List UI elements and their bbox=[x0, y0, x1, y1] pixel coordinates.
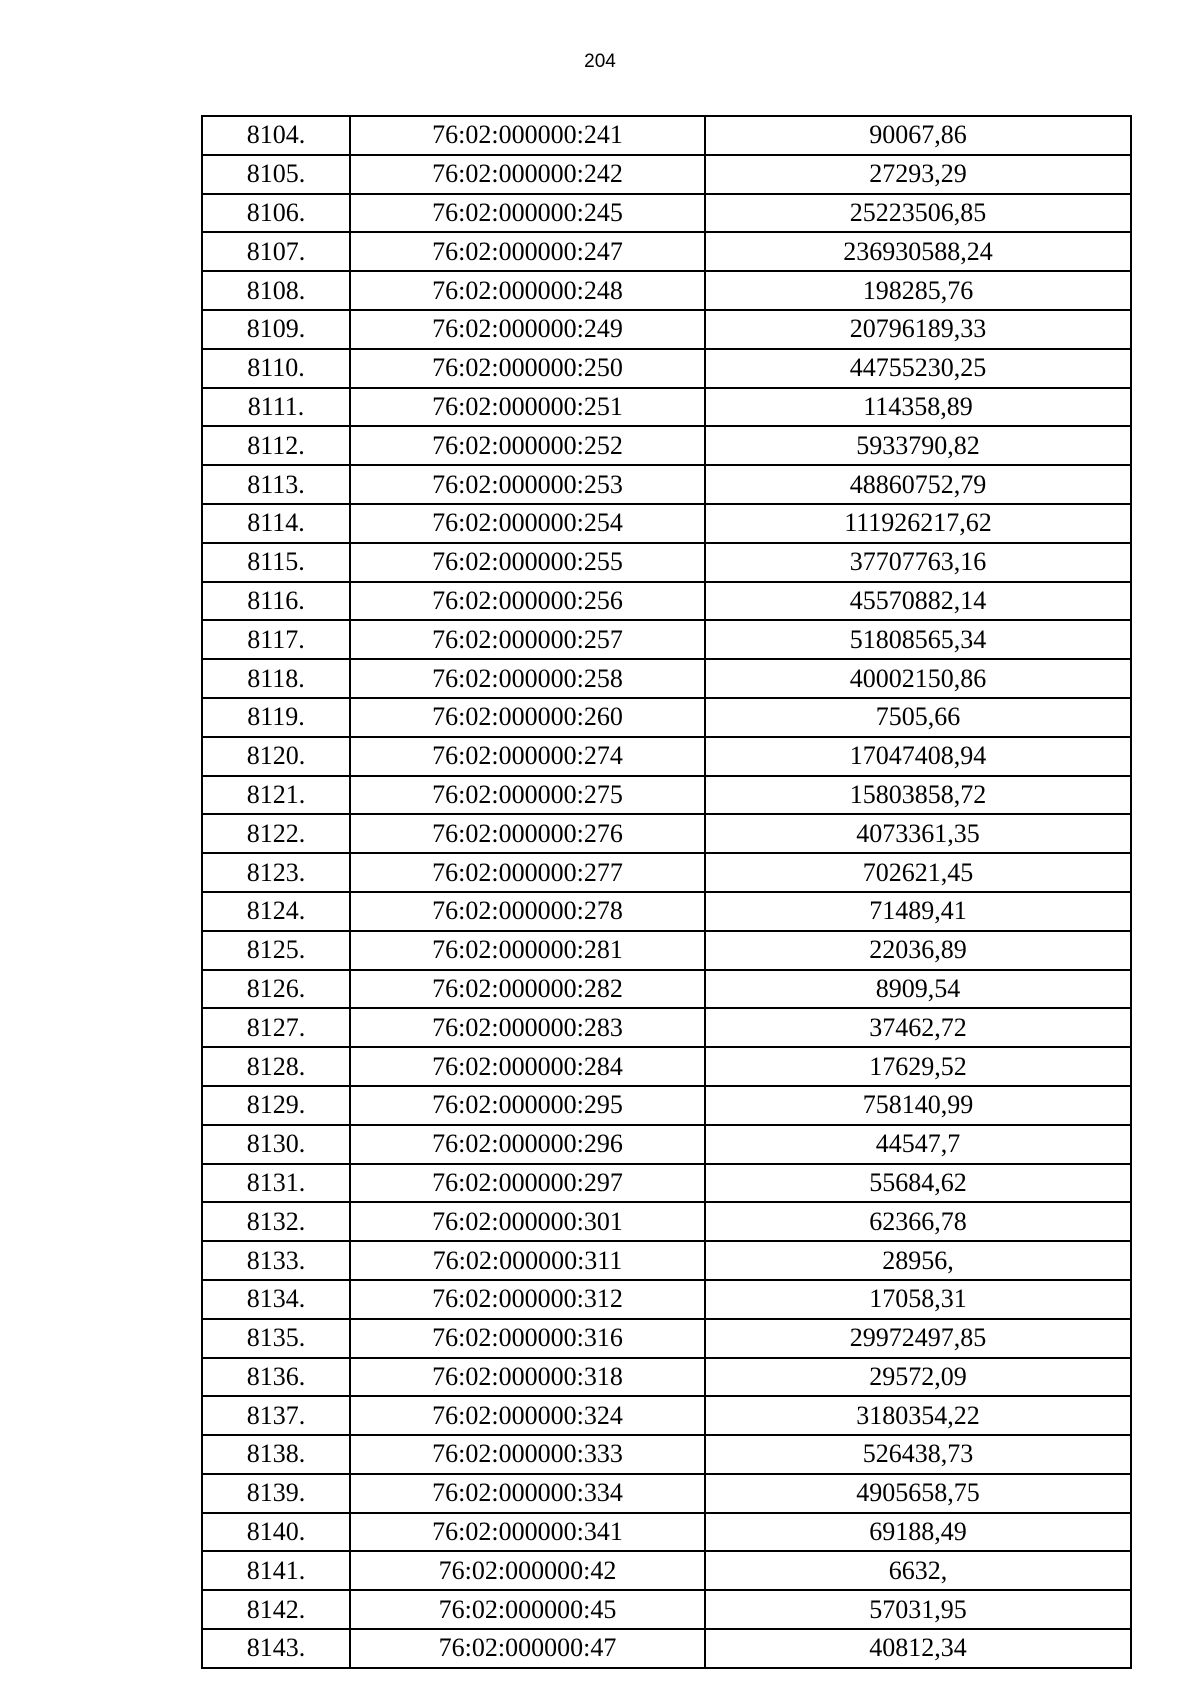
table-row bbox=[202, 814, 1131, 853]
cadastral-number-cell: 76:02:000000:45 bbox=[350, 1590, 705, 1629]
cadastral-value-cell: 198285,76 bbox=[705, 271, 1131, 310]
cadastral-value-cell: 5933790,82 bbox=[705, 426, 1131, 465]
cadastral-number-cell: 76:02:000000:248 bbox=[350, 271, 705, 310]
row-number-cell: 8125. bbox=[202, 931, 350, 970]
table-row bbox=[202, 426, 1131, 465]
table-row bbox=[202, 194, 1131, 233]
row-number-cell: 8140. bbox=[202, 1513, 350, 1552]
cadastral-number-cell: 76:02:000000:316 bbox=[350, 1319, 705, 1358]
table-row bbox=[202, 1319, 1131, 1358]
row-number-cell: 8118. bbox=[202, 659, 350, 698]
cadastral-number-cell: 76:02:000000:250 bbox=[350, 349, 705, 388]
cadastral-value-cell: 22036,89 bbox=[705, 931, 1131, 970]
cadastral-value-cell: 7505,66 bbox=[705, 698, 1131, 737]
cadastral-value-cell: 57031,95 bbox=[705, 1590, 1131, 1629]
cadastral-number-cell: 76:02:000000:318 bbox=[350, 1358, 705, 1397]
row-number-cell: 8104. bbox=[202, 116, 350, 155]
row-number-cell: 8106. bbox=[202, 194, 350, 233]
row-number-cell: 8107. bbox=[202, 232, 350, 271]
table-row bbox=[202, 349, 1131, 388]
row-number-cell: 8115. bbox=[202, 543, 350, 582]
row-number-cell: 8136. bbox=[202, 1358, 350, 1397]
row-number-cell: 8127. bbox=[202, 1008, 350, 1047]
cadastral-number-cell: 76:02:000000:295 bbox=[350, 1086, 705, 1125]
page-number: 204 bbox=[584, 51, 616, 72]
cadastral-value-cell: 236930588,24 bbox=[705, 232, 1131, 271]
cadastral-number-cell: 76:02:000000:42 bbox=[350, 1551, 705, 1590]
row-number-cell: 8133. bbox=[202, 1241, 350, 1280]
row-number-cell: 8130. bbox=[202, 1125, 350, 1164]
table-row bbox=[202, 1008, 1131, 1047]
cadastral-value-cell: 37707763,16 bbox=[705, 543, 1131, 582]
cadastral-number-cell: 76:02:000000:277 bbox=[350, 853, 705, 892]
cadastral-number-cell: 76:02:000000:245 bbox=[350, 194, 705, 233]
table-row bbox=[202, 659, 1131, 698]
row-number-cell: 8131. bbox=[202, 1164, 350, 1203]
cadastral-value-cell: 15803858,72 bbox=[705, 776, 1131, 815]
row-number-cell: 8137. bbox=[202, 1396, 350, 1435]
table-row bbox=[202, 1241, 1131, 1280]
cadastral-value-cell: 111926217,62 bbox=[705, 504, 1131, 543]
row-number-cell: 8121. bbox=[202, 776, 350, 815]
row-number-cell: 8120. bbox=[202, 737, 350, 776]
row-number-cell: 8114. bbox=[202, 504, 350, 543]
table-row bbox=[202, 931, 1131, 970]
row-number-cell: 8109. bbox=[202, 310, 350, 349]
cadastral-value-cell: 48860752,79 bbox=[705, 465, 1131, 504]
cadastral-value-cell: 6632, bbox=[705, 1551, 1131, 1590]
table-row bbox=[202, 116, 1131, 155]
cadastral-number-cell: 76:02:000000:260 bbox=[350, 698, 705, 737]
cadastral-number-cell: 76:02:000000:253 bbox=[350, 465, 705, 504]
row-number-cell: 8108. bbox=[202, 271, 350, 310]
table-row bbox=[202, 1280, 1131, 1319]
table-row bbox=[202, 543, 1131, 582]
cadastral-value-table bbox=[201, 115, 1132, 1669]
cadastral-value-cell: 20796189,33 bbox=[705, 310, 1131, 349]
cadastral-value-cell: 3180354,22 bbox=[705, 1396, 1131, 1435]
row-number-cell: 8113. bbox=[202, 465, 350, 504]
cadastral-number-cell: 76:02:000000:312 bbox=[350, 1280, 705, 1319]
cadastral-number-cell: 76:02:000000:242 bbox=[350, 155, 705, 194]
cadastral-number-cell: 76:02:000000:241 bbox=[350, 116, 705, 155]
cadastral-number-cell: 76:02:000000:247 bbox=[350, 232, 705, 271]
row-number-cell: 8119. bbox=[202, 698, 350, 737]
cadastral-value-cell: 44755230,25 bbox=[705, 349, 1131, 388]
table-row bbox=[202, 1590, 1131, 1629]
cadastral-value-cell: 90067,86 bbox=[705, 116, 1131, 155]
table-row bbox=[202, 1435, 1131, 1474]
table-row bbox=[202, 1396, 1131, 1435]
cadastral-number-cell: 76:02:000000:341 bbox=[350, 1513, 705, 1552]
cadastral-value-cell: 27293,29 bbox=[705, 155, 1131, 194]
table-row bbox=[202, 1551, 1131, 1590]
row-number-cell: 8142. bbox=[202, 1590, 350, 1629]
cadastral-number-cell: 76:02:000000:281 bbox=[350, 931, 705, 970]
cadastral-value-cell: 51808565,34 bbox=[705, 620, 1131, 659]
cadastral-value-cell: 25223506,85 bbox=[705, 194, 1131, 233]
cadastral-number-cell: 76:02:000000:333 bbox=[350, 1435, 705, 1474]
cadastral-number-cell: 76:02:000000:254 bbox=[350, 504, 705, 543]
cadastral-value-cell: 4905658,75 bbox=[705, 1474, 1131, 1513]
cadastral-number-cell: 76:02:000000:252 bbox=[350, 426, 705, 465]
table-row bbox=[202, 1474, 1131, 1513]
table-row bbox=[202, 582, 1131, 621]
cadastral-number-cell: 76:02:000000:258 bbox=[350, 659, 705, 698]
cadastral-number-cell: 76:02:000000:301 bbox=[350, 1202, 705, 1241]
table-row bbox=[202, 388, 1131, 427]
row-number-cell: 8122. bbox=[202, 814, 350, 853]
cadastral-value-cell: 8909,54 bbox=[705, 970, 1131, 1009]
table-row bbox=[202, 1047, 1131, 1086]
cadastral-value-cell: 40812,34 bbox=[705, 1629, 1131, 1668]
row-number-cell: 8126. bbox=[202, 970, 350, 1009]
row-number-cell: 8129. bbox=[202, 1086, 350, 1125]
row-number-cell: 8134. bbox=[202, 1280, 350, 1319]
cadastral-value-cell: 17629,52 bbox=[705, 1047, 1131, 1086]
cadastral-number-cell: 76:02:000000:283 bbox=[350, 1008, 705, 1047]
cadastral-value-cell: 17047408,94 bbox=[705, 737, 1131, 776]
table-row bbox=[202, 271, 1131, 310]
cadastral-number-cell: 76:02:000000:251 bbox=[350, 388, 705, 427]
row-number-cell: 8112. bbox=[202, 426, 350, 465]
cadastral-number-cell: 76:02:000000:311 bbox=[350, 1241, 705, 1280]
cadastral-value-cell: 29572,09 bbox=[705, 1358, 1131, 1397]
cadastral-value-cell: 44547,7 bbox=[705, 1125, 1131, 1164]
table-row bbox=[202, 504, 1131, 543]
row-number-cell: 8105. bbox=[202, 155, 350, 194]
cadastral-value-cell: 55684,62 bbox=[705, 1164, 1131, 1203]
cadastral-value-cell: 45570882,14 bbox=[705, 582, 1131, 621]
row-number-cell: 8138. bbox=[202, 1435, 350, 1474]
table-row bbox=[202, 155, 1131, 194]
table-row bbox=[202, 853, 1131, 892]
cadastral-value-cell: 114358,89 bbox=[705, 388, 1131, 427]
cadastral-value-cell: 71489,41 bbox=[705, 892, 1131, 931]
table-row bbox=[202, 620, 1131, 659]
table-row bbox=[202, 970, 1131, 1009]
cadastral-number-cell: 76:02:000000:284 bbox=[350, 1047, 705, 1086]
row-number-cell: 8135. bbox=[202, 1319, 350, 1358]
row-number-cell: 8111. bbox=[202, 388, 350, 427]
table-row bbox=[202, 1125, 1131, 1164]
cadastral-value-cell: 62366,78 bbox=[705, 1202, 1131, 1241]
row-number-cell: 8124. bbox=[202, 892, 350, 931]
cadastral-value-cell: 526438,73 bbox=[705, 1435, 1131, 1474]
cadastral-value-cell: 17058,31 bbox=[705, 1280, 1131, 1319]
cadastral-number-cell: 76:02:000000:324 bbox=[350, 1396, 705, 1435]
row-number-cell: 8110. bbox=[202, 349, 350, 388]
cadastral-number-cell: 76:02:000000:282 bbox=[350, 970, 705, 1009]
cadastral-number-cell: 76:02:000000:278 bbox=[350, 892, 705, 931]
table-row bbox=[202, 892, 1131, 931]
cadastral-number-cell: 76:02:000000:255 bbox=[350, 543, 705, 582]
table-row bbox=[202, 1202, 1131, 1241]
cadastral-number-cell: 76:02:000000:249 bbox=[350, 310, 705, 349]
table-row bbox=[202, 1164, 1131, 1203]
cadastral-value-cell: 29972497,85 bbox=[705, 1319, 1131, 1358]
row-number-cell: 8116. bbox=[202, 582, 350, 621]
row-number-cell: 8132. bbox=[202, 1202, 350, 1241]
cadastral-number-cell: 76:02:000000:297 bbox=[350, 1164, 705, 1203]
cadastral-number-cell: 76:02:000000:296 bbox=[350, 1125, 705, 1164]
table-row bbox=[202, 1086, 1131, 1125]
cadastral-number-cell: 76:02:000000:274 bbox=[350, 737, 705, 776]
cadastral-value-cell: 40002150,86 bbox=[705, 659, 1131, 698]
cadastral-value-cell: 758140,99 bbox=[705, 1086, 1131, 1125]
row-number-cell: 8141. bbox=[202, 1551, 350, 1590]
table-row bbox=[202, 465, 1131, 504]
row-number-cell: 8123. bbox=[202, 853, 350, 892]
table-row bbox=[202, 310, 1131, 349]
table-row bbox=[202, 232, 1131, 271]
table-row bbox=[202, 1629, 1131, 1668]
row-number-cell: 8143. bbox=[202, 1629, 350, 1668]
cadastral-number-cell: 76:02:000000:257 bbox=[350, 620, 705, 659]
table-row bbox=[202, 776, 1131, 815]
row-number-cell: 8117. bbox=[202, 620, 350, 659]
row-number-cell: 8139. bbox=[202, 1474, 350, 1513]
table-body bbox=[202, 116, 1131, 1668]
cadastral-number-cell: 76:02:000000:256 bbox=[350, 582, 705, 621]
cadastral-value-cell: 37462,72 bbox=[705, 1008, 1131, 1047]
table-row bbox=[202, 1358, 1131, 1397]
row-number-cell: 8128. bbox=[202, 1047, 350, 1086]
cadastral-number-cell: 76:02:000000:276 bbox=[350, 814, 705, 853]
cadastral-number-cell: 76:02:000000:275 bbox=[350, 776, 705, 815]
cadastral-number-cell: 76:02:000000:334 bbox=[350, 1474, 705, 1513]
cadastral-number-cell: 76:02:000000:47 bbox=[350, 1629, 705, 1668]
cadastral-value-cell: 4073361,35 bbox=[705, 814, 1131, 853]
cadastral-value-cell: 702621,45 bbox=[705, 853, 1131, 892]
cadastral-value-cell: 28956, bbox=[705, 1241, 1131, 1280]
cadastral-value-cell: 69188,49 bbox=[705, 1513, 1131, 1552]
table-row bbox=[202, 737, 1131, 776]
table-row bbox=[202, 698, 1131, 737]
table-row bbox=[202, 1513, 1131, 1552]
